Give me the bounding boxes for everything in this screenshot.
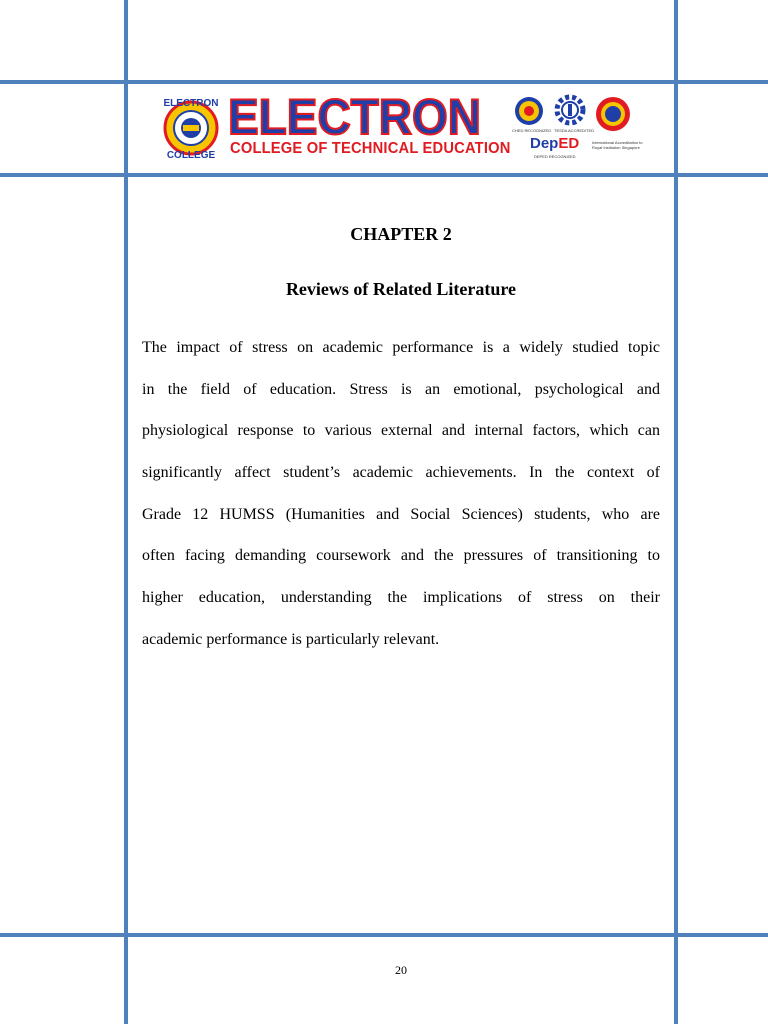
ched-seal-icon — [514, 96, 544, 126]
accreditation-caption: International Accreditation to Royal Institution Singapore — [592, 140, 643, 150]
logo-bottom-text: COLLEGE — [166, 150, 216, 160]
header-divider — [0, 173, 768, 177]
brand-subtitle: COLLEGE OF TECHNICAL EDUCATION — [230, 140, 511, 157]
paragraph-line: often facing demanding coursework and the pressures of transitioning to — [142, 547, 660, 565]
paragraph-line: physiological response to various external and internal factors, which can — [142, 422, 660, 440]
chapter-heading: CHAPTER 2 — [350, 224, 452, 244]
ched-caption: CHED RECOGNIZED — [512, 128, 552, 133]
paragraph-line: higher education, understanding the implications of stress on their — [142, 589, 660, 607]
deped-caption: DEPED RECOGNIZED — [534, 154, 576, 159]
page-border-right — [674, 0, 678, 1024]
tesda-caption: TESDA ACCREDITED — [554, 128, 595, 133]
deped-label-2: ED — [558, 135, 580, 152]
paragraph-line: Grade 12 HUMSS (Humanities and Social Sciences) students, who are — [142, 505, 660, 523]
page-number: 20 — [395, 963, 407, 977]
deped-logo — [530, 136, 579, 152]
deped-label-1: Dep — [530, 135, 559, 152]
accreditation-seal-icon — [595, 96, 631, 132]
brand-title: ELECTRON — [228, 89, 481, 145]
paragraph-line: academic performance is particularly relevant. — [142, 630, 440, 648]
college-header — [158, 89, 648, 164]
paragraph-line: significantly affect student’s academic achievements. In the context of — [142, 464, 660, 482]
page-border-left — [124, 0, 128, 1024]
logo-top-text: ELECTRON — [163, 98, 219, 109]
footer-divider — [0, 933, 768, 937]
paragraph-line: The impact of stress on academic performance is a widely studied topic — [142, 339, 660, 356]
page-border-top — [0, 80, 768, 84]
body-paragraph — [142, 327, 660, 661]
tesda-gear-icon — [554, 94, 586, 126]
section-title: Reviews of Related Literature — [285, 279, 517, 299]
electron-college-logo — [158, 94, 224, 160]
paragraph-line: in the field of education. Stress is an emotional, psychological and — [142, 380, 660, 398]
